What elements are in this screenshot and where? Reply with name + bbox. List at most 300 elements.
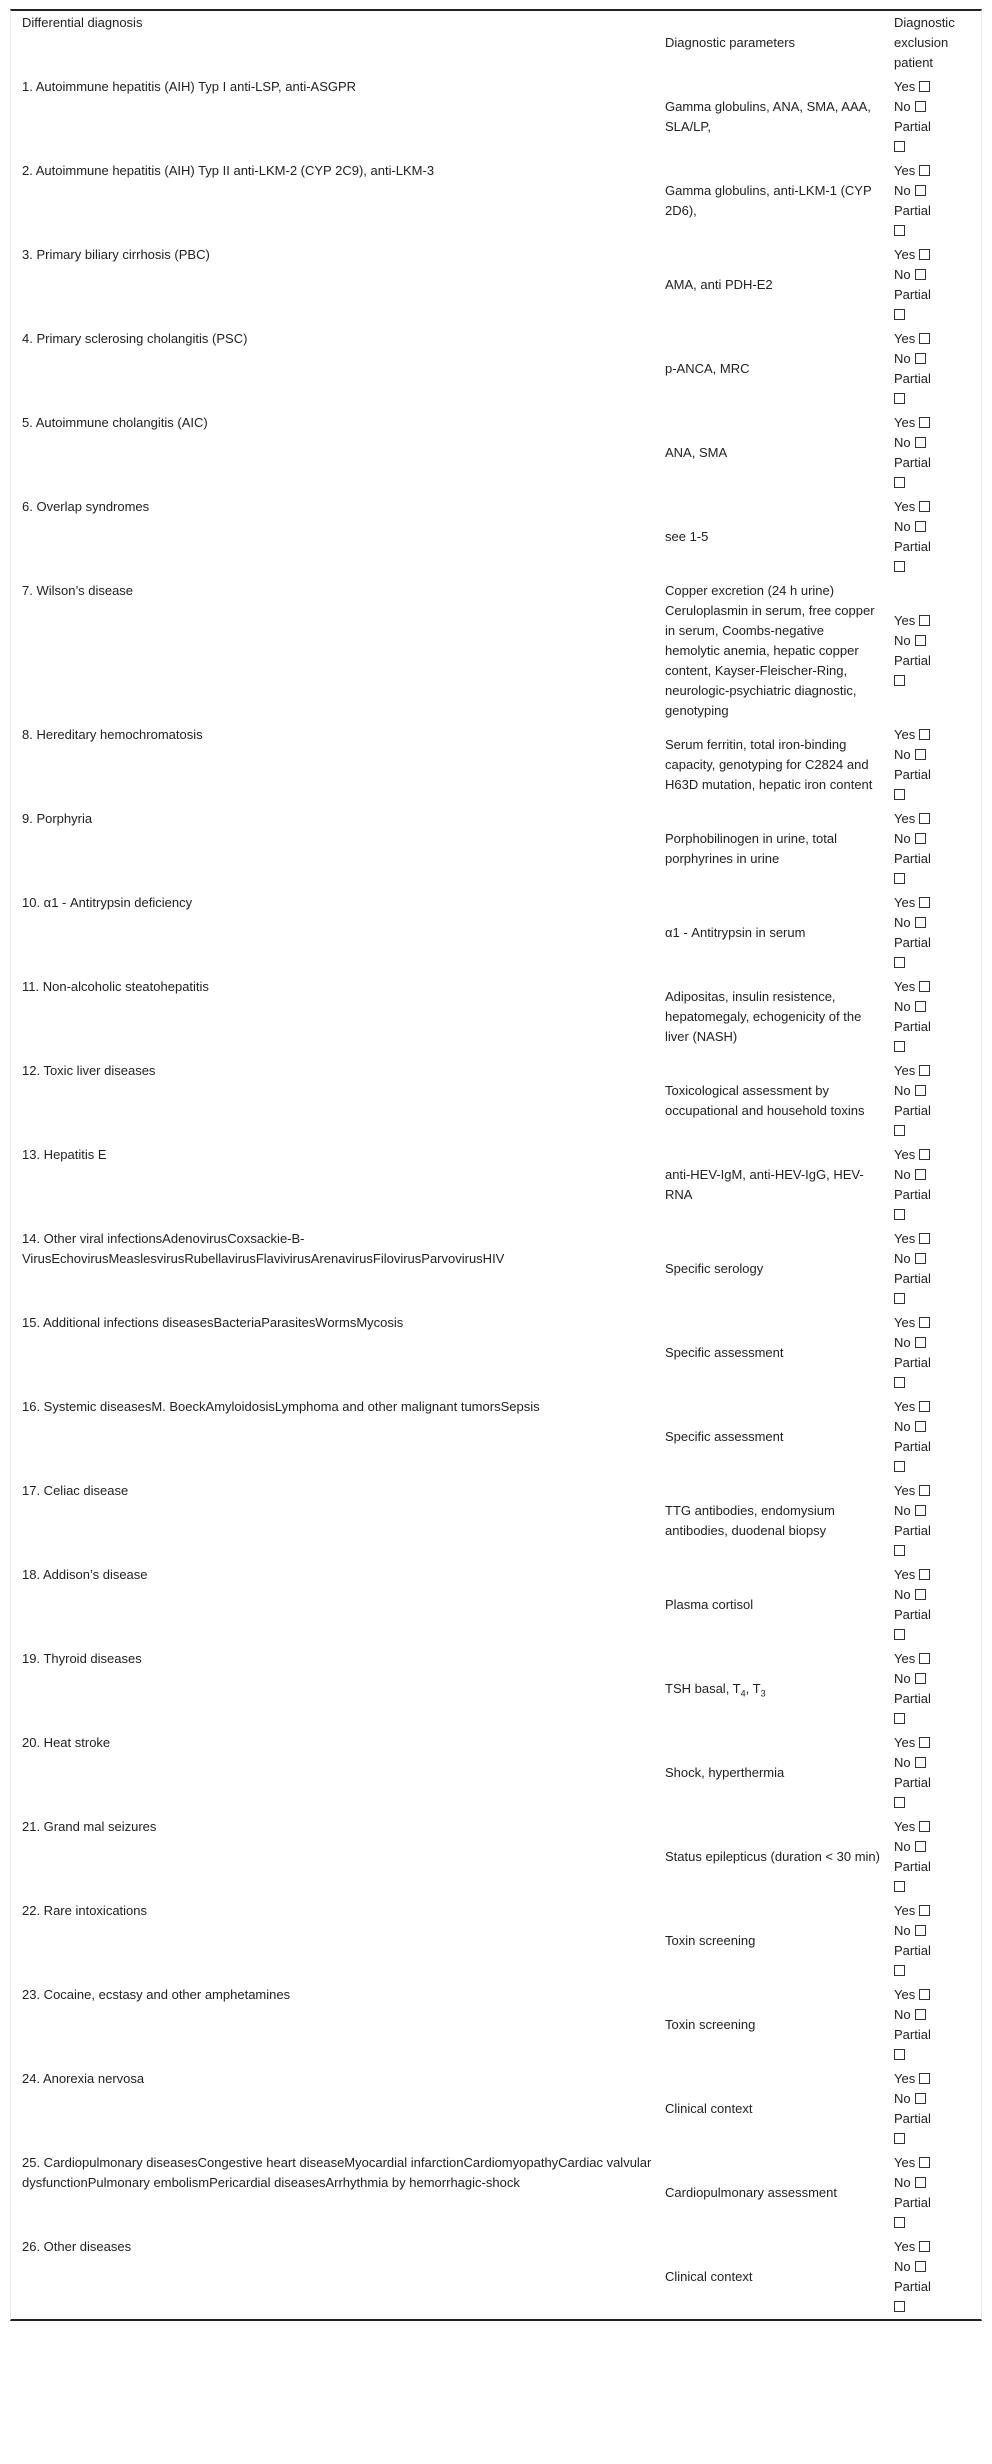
partial-checkbox-icon[interactable] [894,957,905,968]
parameters-text: Specific serology [665,1261,764,1276]
parameters-cell [665,1899,894,1983]
yes-checkbox-icon[interactable] [919,1065,930,1076]
option-no[interactable] [894,97,977,117]
option-yes-label: Yes [894,331,916,346]
option-no[interactable] [894,1501,977,1521]
option-no-label: No [894,2007,911,2022]
option-no-label: No [894,1167,911,1182]
option-yes[interactable] [894,1817,977,1837]
option-no[interactable] [894,1669,977,1689]
option-yes[interactable] [894,809,977,829]
option-partial-box-line[interactable] [894,557,977,577]
diagnosis-text: 25. Cardiopulmonary diseasesCongestive heart diseaseMyocardial infarctionCardiomyopathyCardiac valvular dysfunctionPulmonary embolismPericardial diseasesArrhythmia by hemorrhagic-shock [22,2155,652,2190]
option-partial-label: Partial [894,1691,931,1706]
partial-checkbox-icon[interactable] [894,1797,905,1808]
parameters-text: Status epilepticus (duration < 30 min) [665,1849,880,1864]
yes-checkbox-icon[interactable] [919,333,930,344]
option-yes[interactable] [894,977,977,997]
option-no[interactable] [894,1837,977,1857]
differential-diagnosis-table [11,11,981,2319]
option-no-label: No [894,831,911,846]
exclusion-cell [894,1731,981,1815]
option-yes-label: Yes [894,1567,916,1582]
option-yes[interactable] [894,161,977,181]
differential-diagnosis-table-container [10,9,982,2321]
diagnosis-cell [11,2151,665,2235]
option-partial[interactable] [894,2277,977,2297]
option-partial-box-line[interactable] [894,1121,977,1141]
diagnosis-text: 19. Thyroid diseases [22,1651,142,1666]
option-partial-box-line[interactable] [894,2129,977,2149]
option-yes[interactable] [894,1565,977,1585]
diagnosis-cell [11,1311,665,1395]
option-yes-label: Yes [894,2071,916,2086]
yes-checkbox-icon[interactable] [919,1737,930,1748]
option-partial-box-line[interactable] [894,671,977,691]
partial-checkbox-icon[interactable] [894,789,905,800]
parameters-cell [665,75,894,159]
option-partial-box-line[interactable] [894,1877,977,1897]
option-no[interactable] [894,1081,977,1101]
partial-checkbox-icon[interactable] [894,1881,905,1892]
option-partial-label: Partial [894,371,931,386]
option-partial-box-line[interactable] [894,953,977,973]
diagnosis-cell [11,807,665,891]
option-partial-box-line[interactable] [894,1625,977,1645]
option-no[interactable] [894,631,977,651]
option-no[interactable] [894,2173,977,2193]
partial-checkbox-icon[interactable] [894,1293,905,1304]
parameters-cell [665,579,894,723]
exclusion-cell [894,1899,981,1983]
yes-checkbox-icon[interactable] [919,1401,930,1412]
table-row [11,891,981,975]
diagnosis-text: 4. Primary sclerosing cholangitis (PSC) [22,331,248,346]
option-yes[interactable] [894,1313,977,1333]
yes-checkbox-icon[interactable] [919,1821,930,1832]
no-checkbox-icon[interactable] [915,1925,926,1936]
diagnosis-cell [11,1395,665,1479]
option-no-label: No [894,633,911,648]
option-yes-label: Yes [894,979,916,994]
parameters-text: Gamma globulins, ANA, SMA, AAA, SLA/LP, [665,99,871,134]
parameters-cell [665,1815,894,1899]
yes-checkbox-icon[interactable] [919,1989,930,2000]
parameters-cell [665,723,894,807]
option-partial-label: Partial [894,1859,931,1874]
option-no[interactable] [894,2257,977,2277]
table-row [11,75,981,159]
diagnosis-text: 10. α1 - Antitrypsin deficiency [22,895,193,910]
subscript: 3 [760,1688,766,1699]
diagnosis-text: 15. Additional infections diseasesBacteriaParasitesWormsMycosis [22,1315,404,1330]
option-yes[interactable] [894,611,977,631]
partial-checkbox-icon[interactable] [894,1629,905,1640]
option-partial-box-line[interactable] [894,1961,977,1981]
header-diagnostic-parameters: Diagnostic parameters [665,35,796,50]
diagnosis-text: 21. Grand mal seizures [22,1819,157,1834]
option-partial-label: Partial [894,1271,931,1286]
yes-checkbox-icon[interactable] [919,1569,930,1580]
yes-checkbox-icon[interactable] [919,813,930,824]
parameters-cell [665,159,894,243]
option-no-label: No [894,1335,911,1350]
diagnosis-text: 13. Hepatitis E [22,1147,107,1162]
diagnosis-text: 2. Autoimmune hepatitis (AIH) Typ II anti-LKM-2 (CYP 2C9), anti-LKM-3 [22,163,435,178]
diagnosis-cell [11,1731,665,1815]
option-no-label: No [894,1251,911,1266]
option-partial-box-line[interactable] [894,221,977,241]
parameters-text-cont: , T [745,1681,761,1696]
option-partial-box-line[interactable] [894,1289,977,1309]
parameters-text: ANA, SMA [665,445,728,460]
diagnosis-cell [11,1227,665,1311]
option-yes-label: Yes [894,79,916,94]
yes-checkbox-icon[interactable] [919,1485,930,1496]
option-partial-box-line[interactable] [894,2213,977,2233]
option-partial[interactable] [894,1605,977,1625]
option-partial[interactable] [894,1185,977,1205]
diagnosis-cell [11,975,665,1059]
partial-checkbox-icon[interactable] [894,2301,905,2312]
no-checkbox-icon[interactable] [915,521,926,532]
option-yes[interactable] [894,1061,977,1081]
no-checkbox-icon[interactable] [915,1169,926,1180]
parameters-cell [665,2151,894,2235]
option-partial-label: Partial [894,2195,931,2210]
diagnosis-text: 1. Autoimmune hepatitis (AIH) Typ I anti-LSP, anti-ASGPR [22,79,357,94]
option-no-label: No [894,999,911,1014]
exclusion-cell [894,1311,981,1395]
option-partial[interactable] [894,1353,977,1373]
option-no-label: No [894,1671,911,1686]
option-no-label: No [894,183,911,198]
exclusion-cell [894,723,981,807]
partial-checkbox-icon[interactable] [894,2133,905,2144]
option-no[interactable] [894,829,977,849]
option-partial-box-line[interactable] [894,2045,977,2065]
option-yes[interactable] [894,1901,977,1921]
parameters-cell [665,1647,894,1731]
option-partial[interactable] [894,201,977,221]
option-yes[interactable] [894,77,977,97]
option-partial[interactable] [894,1689,977,1709]
diagnosis-cell [11,1899,665,1983]
no-checkbox-icon[interactable] [915,1757,926,1768]
exclusion-cell [894,1983,981,2067]
yes-checkbox-icon[interactable] [919,501,930,512]
option-no[interactable] [894,1921,977,1941]
option-partial-label: Partial [894,2279,931,2294]
no-checkbox-icon[interactable] [915,1001,926,1012]
option-yes-label: Yes [894,1063,916,1078]
no-checkbox-icon[interactable] [915,1337,926,1348]
option-yes[interactable] [894,329,977,349]
parameters-text: Plasma cortisol [665,1597,754,1612]
option-partial[interactable] [894,285,977,305]
exclusion-cell [894,2235,981,2319]
option-partial-box-line[interactable] [894,473,977,493]
option-partial-box-line[interactable] [894,1793,977,1813]
exclusion-cell [894,495,981,579]
option-no-label: No [894,1839,911,1854]
parameters-text: Specific assessment [665,1429,784,1444]
option-no[interactable] [894,349,977,369]
partial-checkbox-icon[interactable] [894,675,905,686]
option-partial-box-line[interactable] [894,305,977,325]
partial-checkbox-icon[interactable] [894,1377,905,1388]
option-yes[interactable] [894,1481,977,1501]
option-yes-label: Yes [894,499,916,514]
no-checkbox-icon[interactable] [915,1841,926,1852]
header-diagnostic-exclusion: Diagnostic exclusion patient [894,15,955,70]
parameters-text: TTG antibodies, endomysium antibodies, duodenal biopsy [665,1503,835,1538]
option-partial-label: Partial [894,287,931,302]
option-yes[interactable] [894,2069,977,2089]
option-yes[interactable] [894,1397,977,1417]
option-yes[interactable] [894,1649,977,1669]
option-yes[interactable] [894,1985,977,2005]
exclusion-cell [894,2151,981,2235]
option-partial[interactable] [894,933,977,953]
parameters-text: Shock, hyperthermia [665,1765,785,1780]
option-yes[interactable] [894,497,977,517]
option-no[interactable] [894,913,977,933]
partial-checkbox-icon[interactable] [894,1965,905,1976]
no-checkbox-icon[interactable] [915,749,926,760]
option-no[interactable] [894,997,977,1017]
yes-checkbox-icon[interactable] [919,2157,930,2168]
partial-checkbox-icon[interactable] [894,393,905,404]
no-checkbox-icon[interactable] [915,1673,926,1684]
diagnosis-text: 6. Overlap syndromes [22,499,150,514]
option-no-label: No [894,747,911,762]
parameters-cell [665,1227,894,1311]
option-partial[interactable] [894,2193,977,2213]
partial-checkbox-icon[interactable] [894,1545,905,1556]
option-no[interactable] [894,1249,977,1269]
option-no[interactable] [894,2005,977,2025]
yes-checkbox-icon[interactable] [919,1653,930,1664]
diagnosis-text: 9. Porphyria [22,811,93,826]
option-partial-label: Partial [894,1523,931,1538]
option-partial[interactable] [894,369,977,389]
parameters-text: Toxin screening [665,1933,756,1948]
option-partial[interactable] [894,1521,977,1541]
partial-checkbox-icon[interactable] [894,141,905,152]
option-partial[interactable] [894,2025,977,2045]
option-partial-box-line[interactable] [894,1205,977,1225]
option-yes-label: Yes [894,727,916,742]
option-partial[interactable] [894,849,977,869]
option-partial-box-line[interactable] [894,869,977,889]
no-checkbox-icon[interactable] [915,1085,926,1096]
table-row [11,1815,981,1899]
option-partial[interactable] [894,537,977,557]
no-checkbox-icon[interactable] [915,1589,926,1600]
option-partial-box-line[interactable] [894,785,977,805]
no-checkbox-icon[interactable] [915,2093,926,2104]
option-no[interactable] [894,745,977,765]
option-yes[interactable] [894,1229,977,1249]
option-yes-label: Yes [894,613,916,628]
option-partial[interactable] [894,765,977,785]
yes-checkbox-icon[interactable] [919,1905,930,1916]
partial-checkbox-icon[interactable] [894,309,905,320]
partial-checkbox-icon[interactable] [894,2217,905,2228]
option-yes-label: Yes [894,1903,916,1918]
diagnosis-cell [11,1815,665,1899]
partial-checkbox-icon[interactable] [894,873,905,884]
table-header-row [11,11,981,75]
yes-checkbox-icon[interactable] [919,81,930,92]
yes-checkbox-icon[interactable] [919,897,930,908]
yes-checkbox-icon[interactable] [919,1149,930,1160]
partial-checkbox-icon[interactable] [894,2049,905,2060]
parameters-cell [665,327,894,411]
option-partial[interactable] [894,2109,977,2129]
no-checkbox-icon[interactable] [915,2177,926,2188]
option-partial[interactable] [894,1437,977,1457]
partial-checkbox-icon[interactable] [894,477,905,488]
exclusion-cell [894,1563,981,1647]
option-partial[interactable] [894,651,977,671]
option-no[interactable] [894,1333,977,1353]
yes-checkbox-icon[interactable] [919,981,930,992]
option-partial-label: Partial [894,539,931,554]
partial-checkbox-icon[interactable] [894,1209,905,1220]
table-row [11,1143,981,1227]
option-partial-box-line[interactable] [894,1709,977,1729]
no-checkbox-icon[interactable] [915,353,926,364]
option-partial-label: Partial [894,767,931,782]
option-no-label: No [894,99,911,114]
no-checkbox-icon[interactable] [915,185,926,196]
option-yes-label: Yes [894,2155,916,2170]
option-partial[interactable] [894,453,977,473]
option-yes-label: Yes [894,2239,916,2254]
partial-checkbox-icon[interactable] [894,1125,905,1136]
option-partial-box-line[interactable] [894,1541,977,1561]
option-partial-label: Partial [894,1355,931,1370]
option-partial-label: Partial [894,851,931,866]
option-yes[interactable] [894,893,977,913]
diagnosis-text: 11. Non-alcoholic steatohepatitis [22,979,209,994]
exclusion-cell [894,411,981,495]
option-partial[interactable] [894,1017,977,1037]
option-no[interactable] [894,181,977,201]
partial-checkbox-icon[interactable] [894,1461,905,1472]
exclusion-cell [894,159,981,243]
parameters-cell [665,1479,894,1563]
table-row [11,2151,981,2235]
yes-checkbox-icon[interactable] [919,1317,930,1328]
exclusion-cell [894,1059,981,1143]
option-yes[interactable] [894,725,977,745]
option-no[interactable] [894,2089,977,2109]
no-checkbox-icon[interactable] [915,437,926,448]
option-partial-label: Partial [894,1775,931,1790]
option-no[interactable] [894,265,977,285]
no-checkbox-icon[interactable] [915,101,926,112]
partial-checkbox-icon[interactable] [894,561,905,572]
option-partial[interactable] [894,1857,977,1877]
no-checkbox-icon[interactable] [915,2009,926,2020]
table-row [11,1647,981,1731]
partial-checkbox-icon[interactable] [894,1041,905,1052]
option-no-label: No [894,351,911,366]
no-checkbox-icon[interactable] [915,635,926,646]
yes-checkbox-icon[interactable] [919,165,930,176]
option-no-label: No [894,1923,911,1938]
option-partial-box-line[interactable] [894,2297,977,2317]
no-checkbox-icon[interactable] [915,917,926,928]
yes-checkbox-icon[interactable] [919,615,930,626]
no-checkbox-icon[interactable] [915,269,926,280]
no-checkbox-icon[interactable] [915,833,926,844]
option-partial[interactable] [894,117,977,137]
option-partial-box-line[interactable] [894,1457,977,1477]
option-yes[interactable] [894,245,977,265]
yes-checkbox-icon[interactable] [919,2241,930,2252]
option-partial[interactable] [894,1941,977,1961]
diagnosis-text: 20. Heat stroke [22,1735,111,1750]
option-no[interactable] [894,1753,977,1773]
diagnosis-cell [11,1479,665,1563]
option-no[interactable] [894,1165,977,1185]
option-no-label: No [894,915,911,930]
yes-checkbox-icon[interactable] [919,2073,930,2084]
option-partial-label: Partial [894,1607,931,1622]
no-checkbox-icon[interactable] [915,2261,926,2272]
option-no[interactable] [894,1417,977,1437]
partial-checkbox-icon[interactable] [894,225,905,236]
option-yes-label: Yes [894,1399,916,1414]
table-row [11,1899,981,1983]
option-partial[interactable] [894,1773,977,1793]
partial-checkbox-icon[interactable] [894,1713,905,1724]
no-checkbox-icon[interactable] [915,1505,926,1516]
option-partial-box-line[interactable] [894,1373,977,1393]
yes-checkbox-icon[interactable] [919,729,930,740]
parameters-cell [665,411,894,495]
table-row [11,1311,981,1395]
no-checkbox-icon[interactable] [915,1253,926,1264]
table-row [11,1059,981,1143]
option-yes[interactable] [894,1145,977,1165]
option-partial-label: Partial [894,1439,931,1454]
option-yes[interactable] [894,1733,977,1753]
option-partial-box-line[interactable] [894,137,977,157]
option-partial-box-line[interactable] [894,1037,977,1057]
diagnosis-cell [11,159,665,243]
option-no[interactable] [894,517,977,537]
exclusion-cell [894,579,981,723]
option-partial-box-line[interactable] [894,389,977,409]
no-checkbox-icon[interactable] [915,1421,926,1432]
option-no[interactable] [894,433,977,453]
yes-checkbox-icon[interactable] [919,249,930,260]
yes-checkbox-icon[interactable] [919,1233,930,1244]
yes-checkbox-icon[interactable] [919,417,930,428]
option-partial[interactable] [894,1269,977,1289]
option-yes[interactable] [894,413,977,433]
option-yes[interactable] [894,2237,977,2257]
diagnosis-text: 7. Wilson’s disease [22,583,134,598]
option-no[interactable] [894,1585,977,1605]
option-yes[interactable] [894,2153,977,2173]
option-partial[interactable] [894,1101,977,1121]
